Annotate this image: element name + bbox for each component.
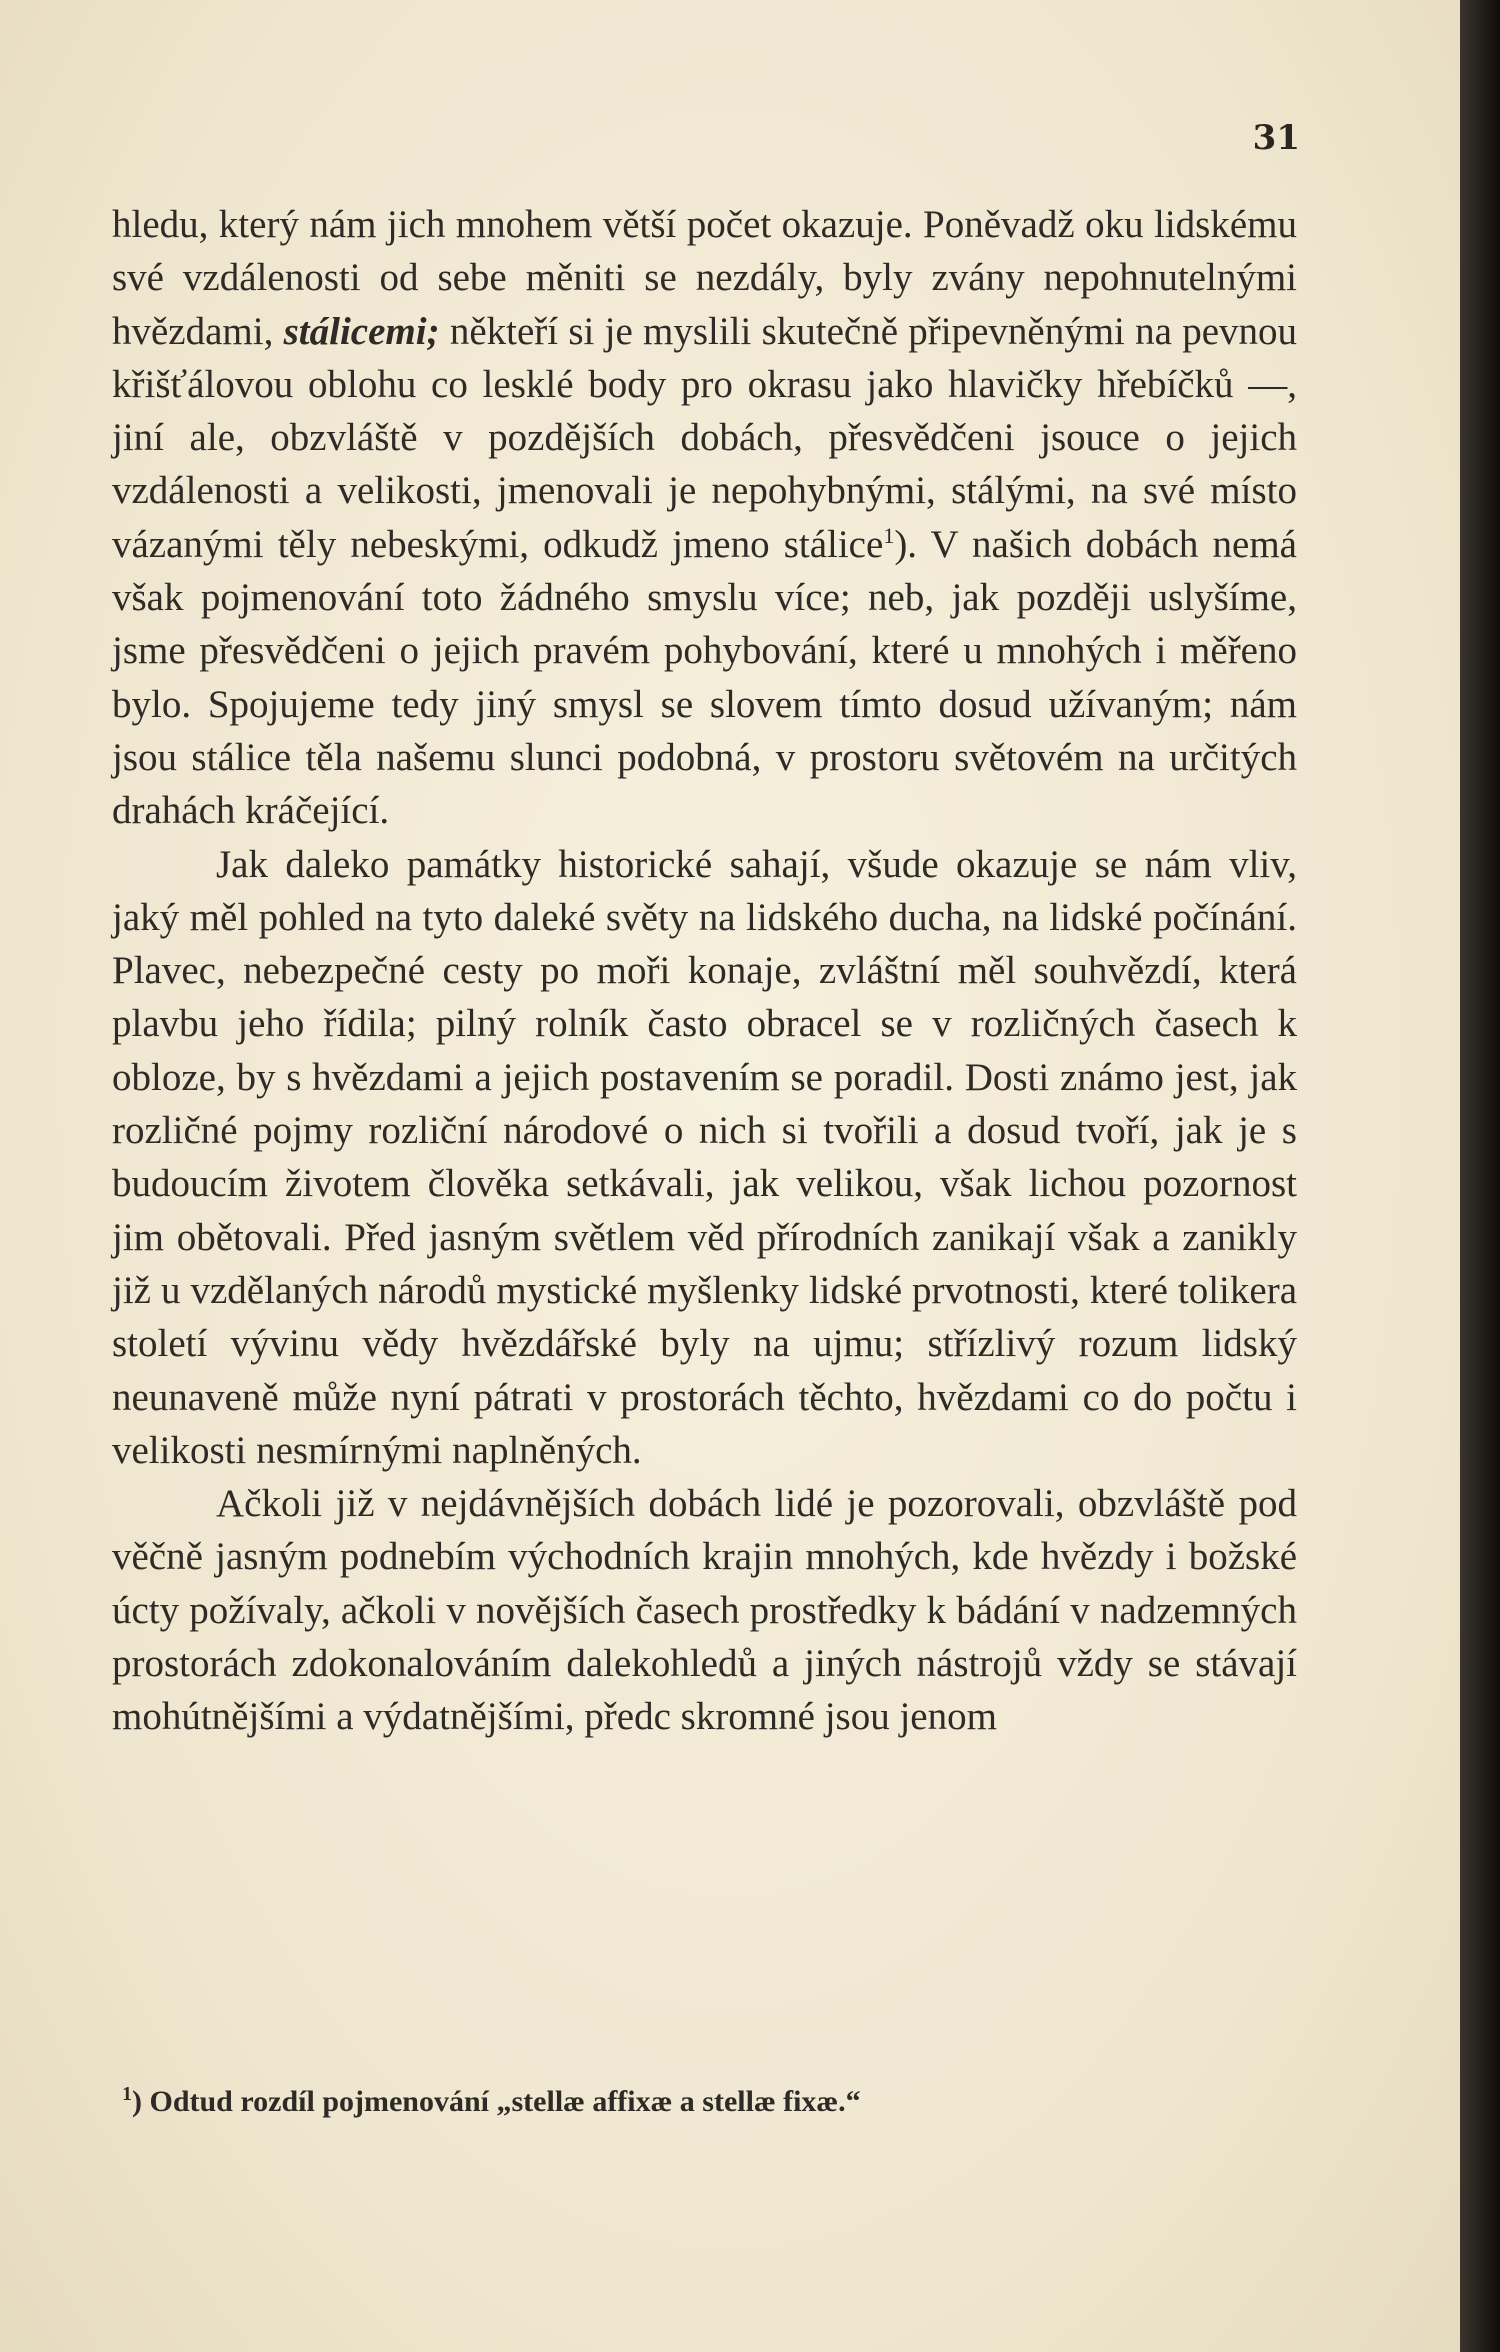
page-edge-shadow	[1460, 0, 1500, 2352]
paragraph-3: Ačkoli již v nejdávnějších dobách lidé je pozorovali, obzvláště pod věčně jasným podnebím východních krajin mnohých, kde hvězdy i božské úcty požívaly, ačkoli v novějších časech prostředky k bádání v nadzemných prostorách zdokonalováním dalekohledů a jiných nástrojů vždy se stávají mohútnějšími a výdatnějšími, předc skromné jsou jenom	[112, 1482, 1297, 1739]
footnote	[122, 2083, 861, 2119]
paragraph-1-text-b: někteří si je myslili skutečně připevněnými na pevnou křišťálovou oblohu co lesklé body pro okrasu jako hlavičky hřebíčků —, jiní ale, obzvláště v pozdějších dobách, přesvědčeni jsouce o jejich vzdálenosti a velikosti, jmenovali je nepohybnými, stálými, na své místo vázanými těly nebeskými, odkudž jmeno stálice	[112, 309, 1298, 566]
footnote-text: ) Odtud rozdíl pojmenování „stellæ affixæ a stellæ fixæ.“	[132, 2085, 861, 2118]
paragraph-1-text-c: ). V našich dobách nemá však pojmenování toto žádného smyslu více; neb, jak později uslyšíme, jsme přesvědčeni o jejich pravém pohybování, které u mnohých i měřeno bylo. Spojujeme tedy jiný smysl se slovem tímto dosud užívaným; nám jsou stálice těla našemu slunci podobná, v prostoru světovém na určitých drahách kráčející.	[112, 522, 1297, 833]
footnote-reference: 1	[883, 522, 895, 548]
paragraph-2: Jak daleko památky historické sahají, všude okazuje se nám vliv, jaký měl pohled na tyto daleké světy na lidského ducha, na lidské počínání. Plavec, nebezpečné cesty po moři konaje, zvláštní měl souhvězdí, která plavbu jeho řídila; pilný rolník často obracel se v rozličných časech k obloze, by s hvězdami a jejich postavením se poradil. Dosti známo jest, jak rozličné pojmy rozliční národové o nich si tvořili a dosud tvoří, jak je s budoucím životem člověka setkávali, jak velikou, však lichou pozornost jim obětovali. Před jasným světlem věd přírodních zanikají však a zanikly již u vzdělaných národů mystické myšlenky lidské prvotnosti, které tolikera století vývinu vědy hvězdářské byly na ujmu; střízlivý rozum lidský neunaveně může nyní pátrati v prostorách těchto, hvězdami co do počtu i velikosti nesmírnými naplněných.	[112, 842, 1297, 1472]
body-text	[112, 198, 1297, 1744]
page-number: 31	[1252, 118, 1300, 158]
paragraph-1-text-a: hledu, který nám jich mnohem větší počet okazuje. Poněvadž oku lidskému své vzdálenosti od sebe měniti se nezdály, byly zvány nepohnutelnými hvězdami,	[112, 203, 1297, 353]
emphasis-stalicemi: stálicemi;	[283, 309, 440, 353]
footnote-marker: 1	[122, 2083, 132, 2105]
paragraph-1	[112, 198, 1297, 838]
